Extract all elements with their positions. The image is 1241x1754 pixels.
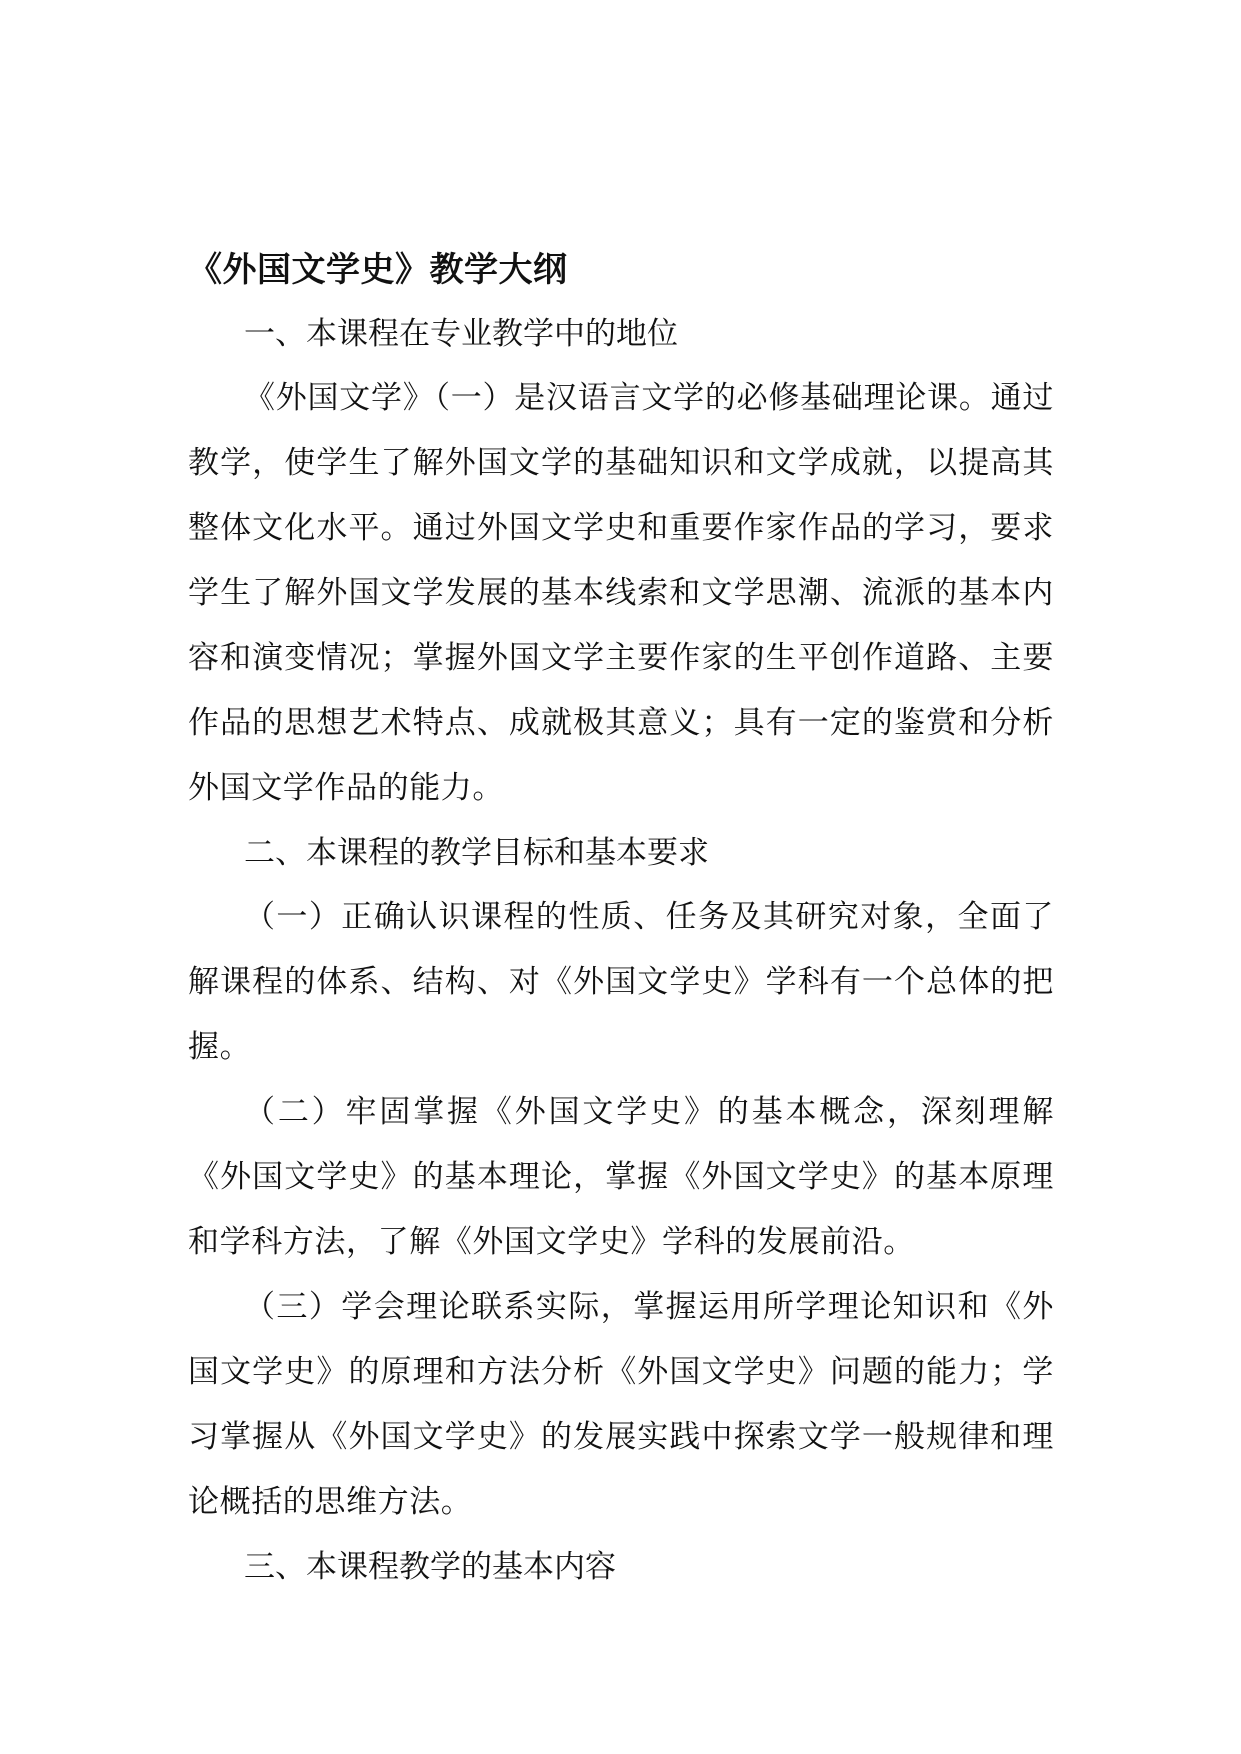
section-2-item-3: （三）学会理论联系实际，掌握运用所学理论知识和《外国文学史》的原理和方法分析《外国文学史》问题的能力；学习掌握从《外国文学史》的发展实践中探索文学一般规律和理论概括的思维方法。 <box>188 1289 1054 1520</box>
section-2-item-1: （一）正确认识课程的性质、任务及其研究对象，全面了解课程的体系、结构、对《外国文学史》学科有一个总体的把握。 <box>188 899 1054 1065</box>
section-2-item-2: （二）牢固掌握《外国文学史》的基本概念，深刻理解《外国文学史》的基本理论，掌握《外国文学史》的基本原理和学科方法，了解《外国文学史》学科的发展前沿。 <box>188 1094 1054 1260</box>
section-heading-3: 三、本课程教学的基本内容 <box>244 1549 616 1585</box>
document-title: 《外国文学史》教学大纲 <box>188 250 568 290</box>
section-heading-2: 二、本课程的教学目标和基本要求 <box>244 835 709 871</box>
section-1-paragraph: 《外国文学》（一）是汉语言文学的必修基础理论课。通过教学，使学生了解外国文学的基础知识和文学成就，以提高其整体文化水平。通过外国文学史和重要作家作品的学习，要求学生了解外国文学发展的基本线索和文学思潮、流派的基本内容和演变情况；掌握外国文学主要作家的生平创作道路、主要作品的思想艺术特点、成就极其意义；具有一定的鉴赏和分析外国文学作品的能力。 <box>188 380 1054 806</box>
section-heading-1: 一、本课程在专业教学中的地位 <box>244 316 678 352</box>
document-body <box>188 238 1054 1599</box>
